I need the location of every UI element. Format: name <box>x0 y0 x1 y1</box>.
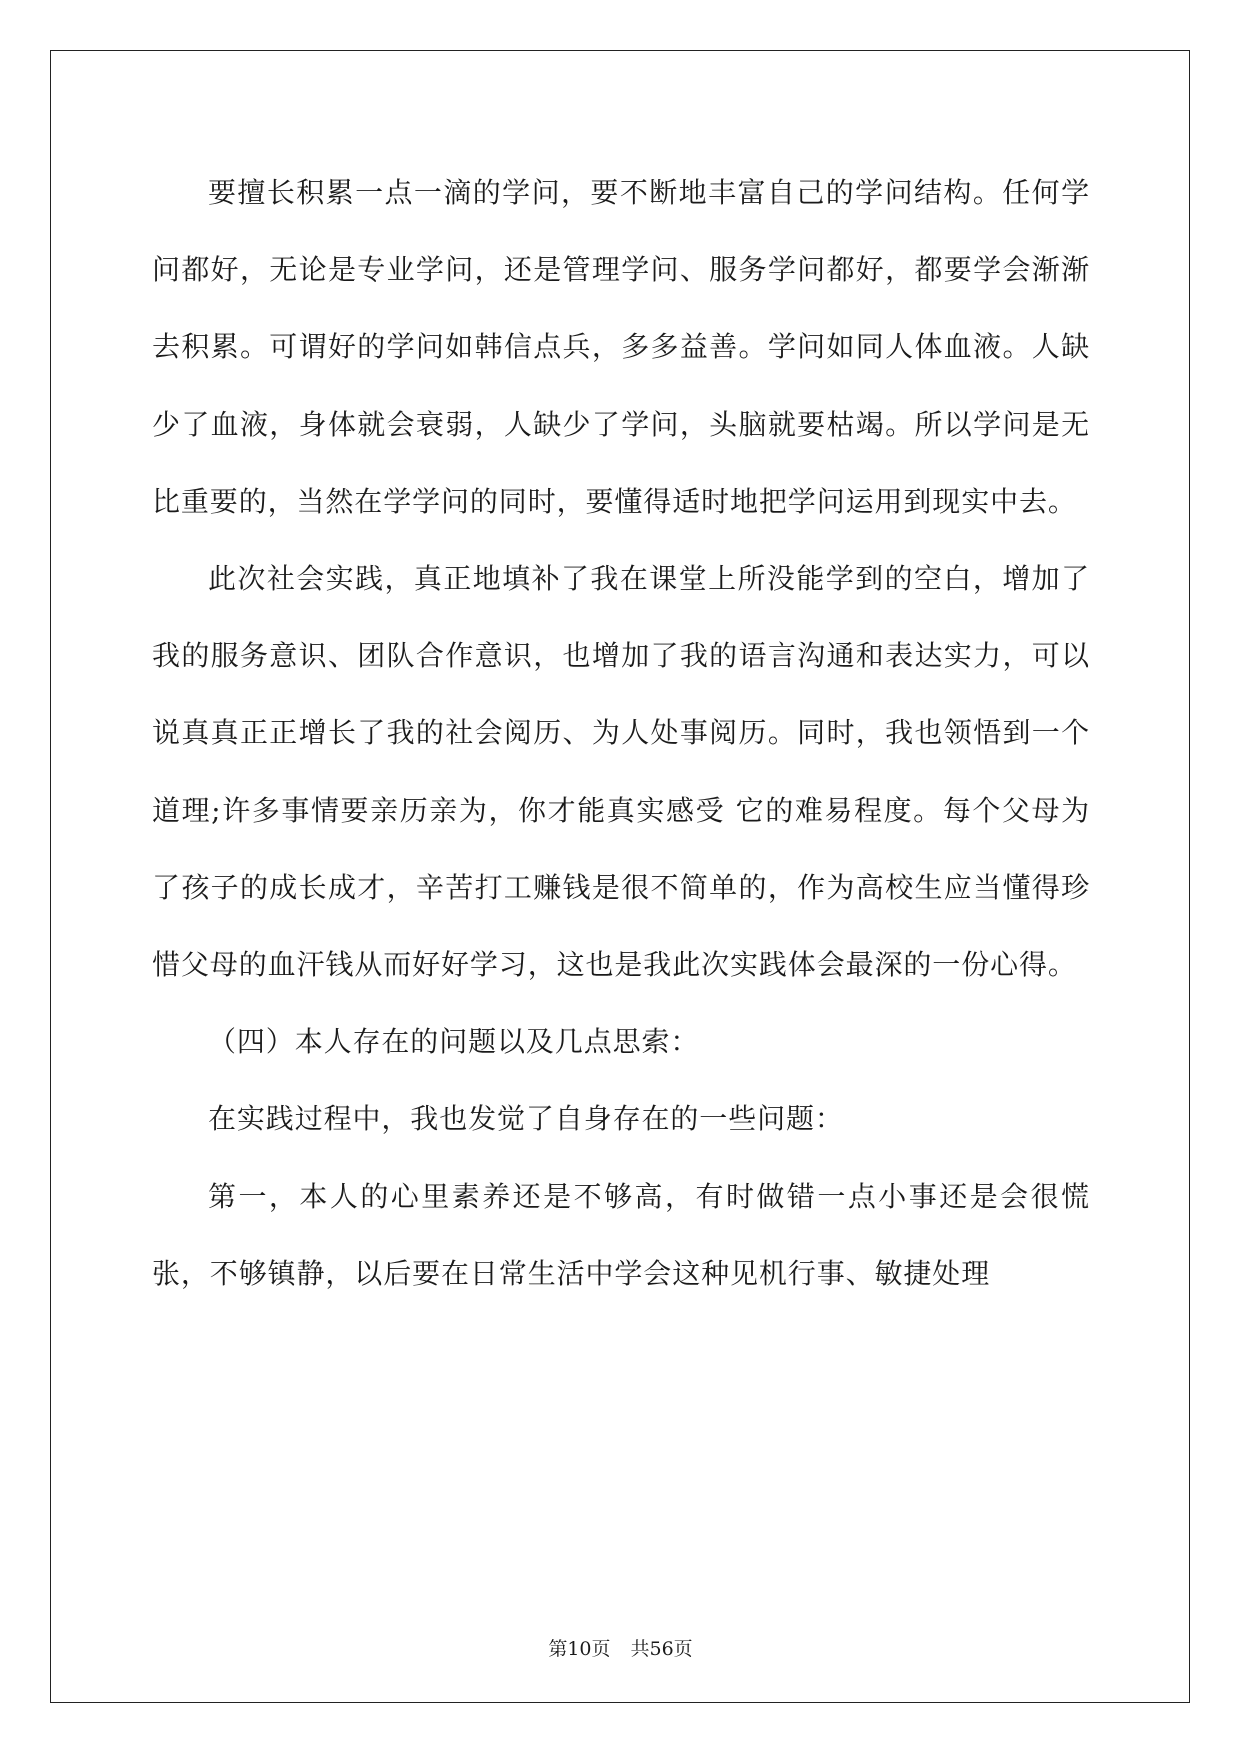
page-number-total: 共56页 <box>630 1638 693 1660</box>
page-number-current: 第10页 <box>548 1638 611 1660</box>
paragraph-problems-intro: 在实践过程中，我也发觉了自身存在的一些问题： <box>208 1102 844 1136</box>
document-body <box>152 154 1090 1312</box>
paragraph-practice-reflection: 此次社会实践，真正地填补了我在课堂上所没能学到的空白，增加了我的服务意识、团队合作意识，也增加了我的语言沟通和表达实力，可以说真真正正增长了我的社会阅历、为人处事阅历。同时，我也领悟到一个道理;许多事情要亲历亲为，你才能真实感受 它的难易程度。每个父母为了孩子的成长成才，辛苦打工赚钱是很不简单的，作为高校生应当懂得珍惜父母的血汗钱从而好好学习，这也是我此次实践体会最深的一份心得。 <box>152 562 1090 982</box>
paragraph-knowledge-accumulation: 要擅长积累一点一滴的学问，要不断地丰富自己的学问结构。任何学问都好，无论是专业学问，还是管理学问、服务学问都好，都要学会渐渐去积累。可谓好的学问如韩信点兵，多多益善。学问如同人体血液。人缺少了血液，身体就会衰弱，人缺少了学问，头脑就要枯竭。所以学问是无比重要的，当然在学学问的同时，要懂得适时地把学问运用到现实中去。 <box>152 176 1090 518</box>
section-heading-problems: （四）本人存在的问题以及几点思索： <box>208 1025 700 1059</box>
paragraph-first-problem: 第一，本人的心里素养还是不够高，有时做错一点小事还是会很慌张，不够镇静，以后要在日常生活中学会这种见机行事、敏捷处理 <box>152 1179 1090 1290</box>
page-footer <box>0 1634 1241 1661</box>
